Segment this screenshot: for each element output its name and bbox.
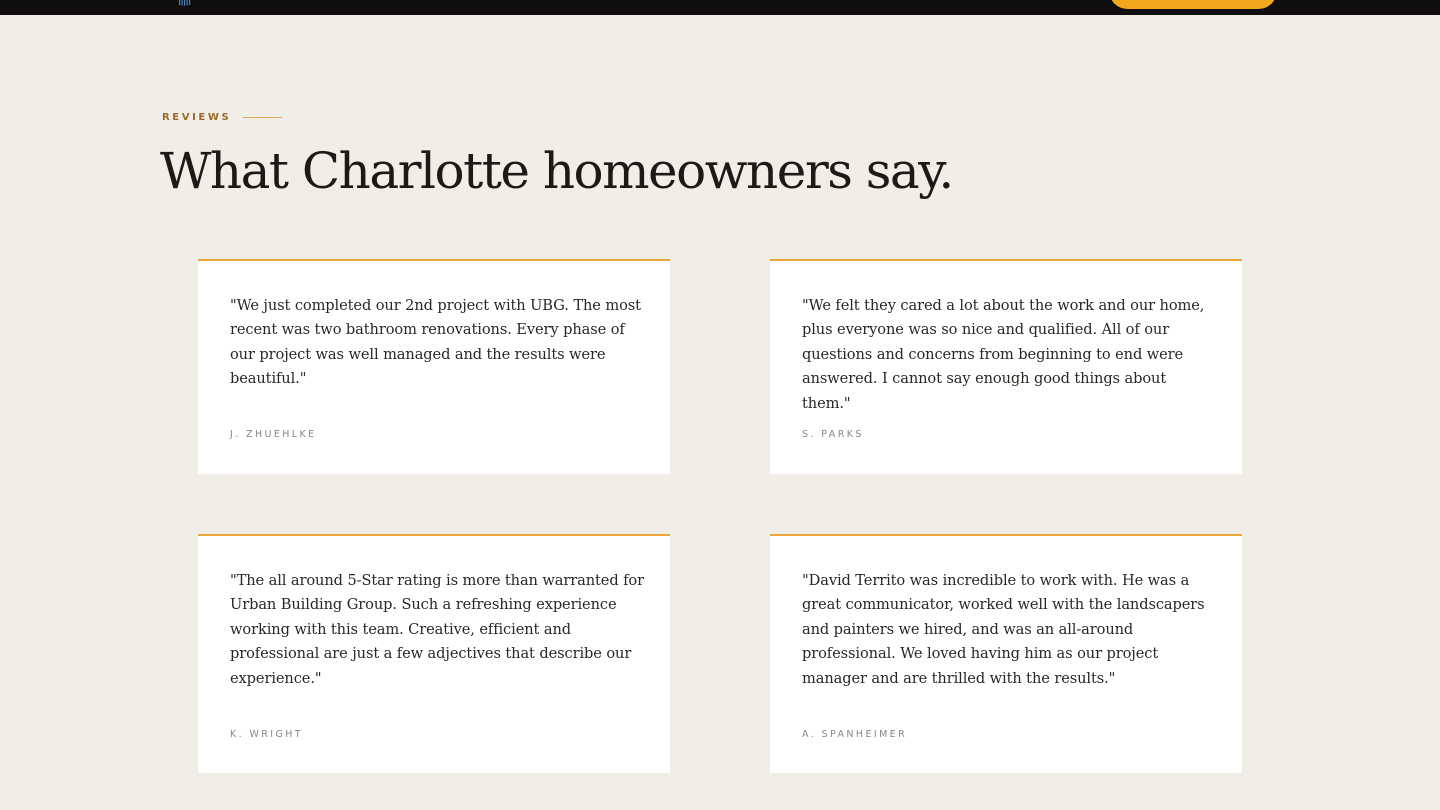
review-quote: "David Territo was incredible to work with. He was a great communicator, worked well with the landscapers and painters we hired, and was an all-around professional. We loved having him as our project manager and are thrilled with the results." xyxy=(802,572,1205,687)
review-card xyxy=(198,534,670,773)
contact-cta-button[interactable] xyxy=(1109,0,1277,9)
top-nav-bar xyxy=(0,0,1440,15)
review-quote: "The all around 5-Star rating is more than warranted for Urban Building Group. Such a refreshing experience working with this team. Creative, efficient and professional are just a few adjectives that describe our experience." xyxy=(230,572,644,687)
review-quote: "We felt they cared a lot about the work and our home, plus everyone was so nice and qualified. All of our questions and concerns from beginning to end were answered. I cannot say enough good things about them." xyxy=(802,297,1205,412)
review-author: S. PARKS xyxy=(802,429,864,440)
section-title: What Charlotte homeowners say. xyxy=(160,142,953,200)
review-author: A. SPANHEIMER xyxy=(802,729,908,740)
eyebrow-label: REVIEWS xyxy=(162,112,232,123)
building-logo-icon[interactable] xyxy=(178,0,191,6)
review-card xyxy=(770,259,1242,474)
eyebrow-divider xyxy=(243,117,282,118)
review-author: J. ZHUEHLKE xyxy=(230,429,317,440)
section-eyebrow xyxy=(162,112,282,123)
review-author: K. WRIGHT xyxy=(230,729,303,740)
review-quote: "We just completed our 2nd project with UBG. The most recent was two bathroom renovations. Every phase of our project was well managed and the results were beautiful." xyxy=(230,297,641,388)
review-card xyxy=(770,534,1242,773)
review-card xyxy=(198,259,670,474)
